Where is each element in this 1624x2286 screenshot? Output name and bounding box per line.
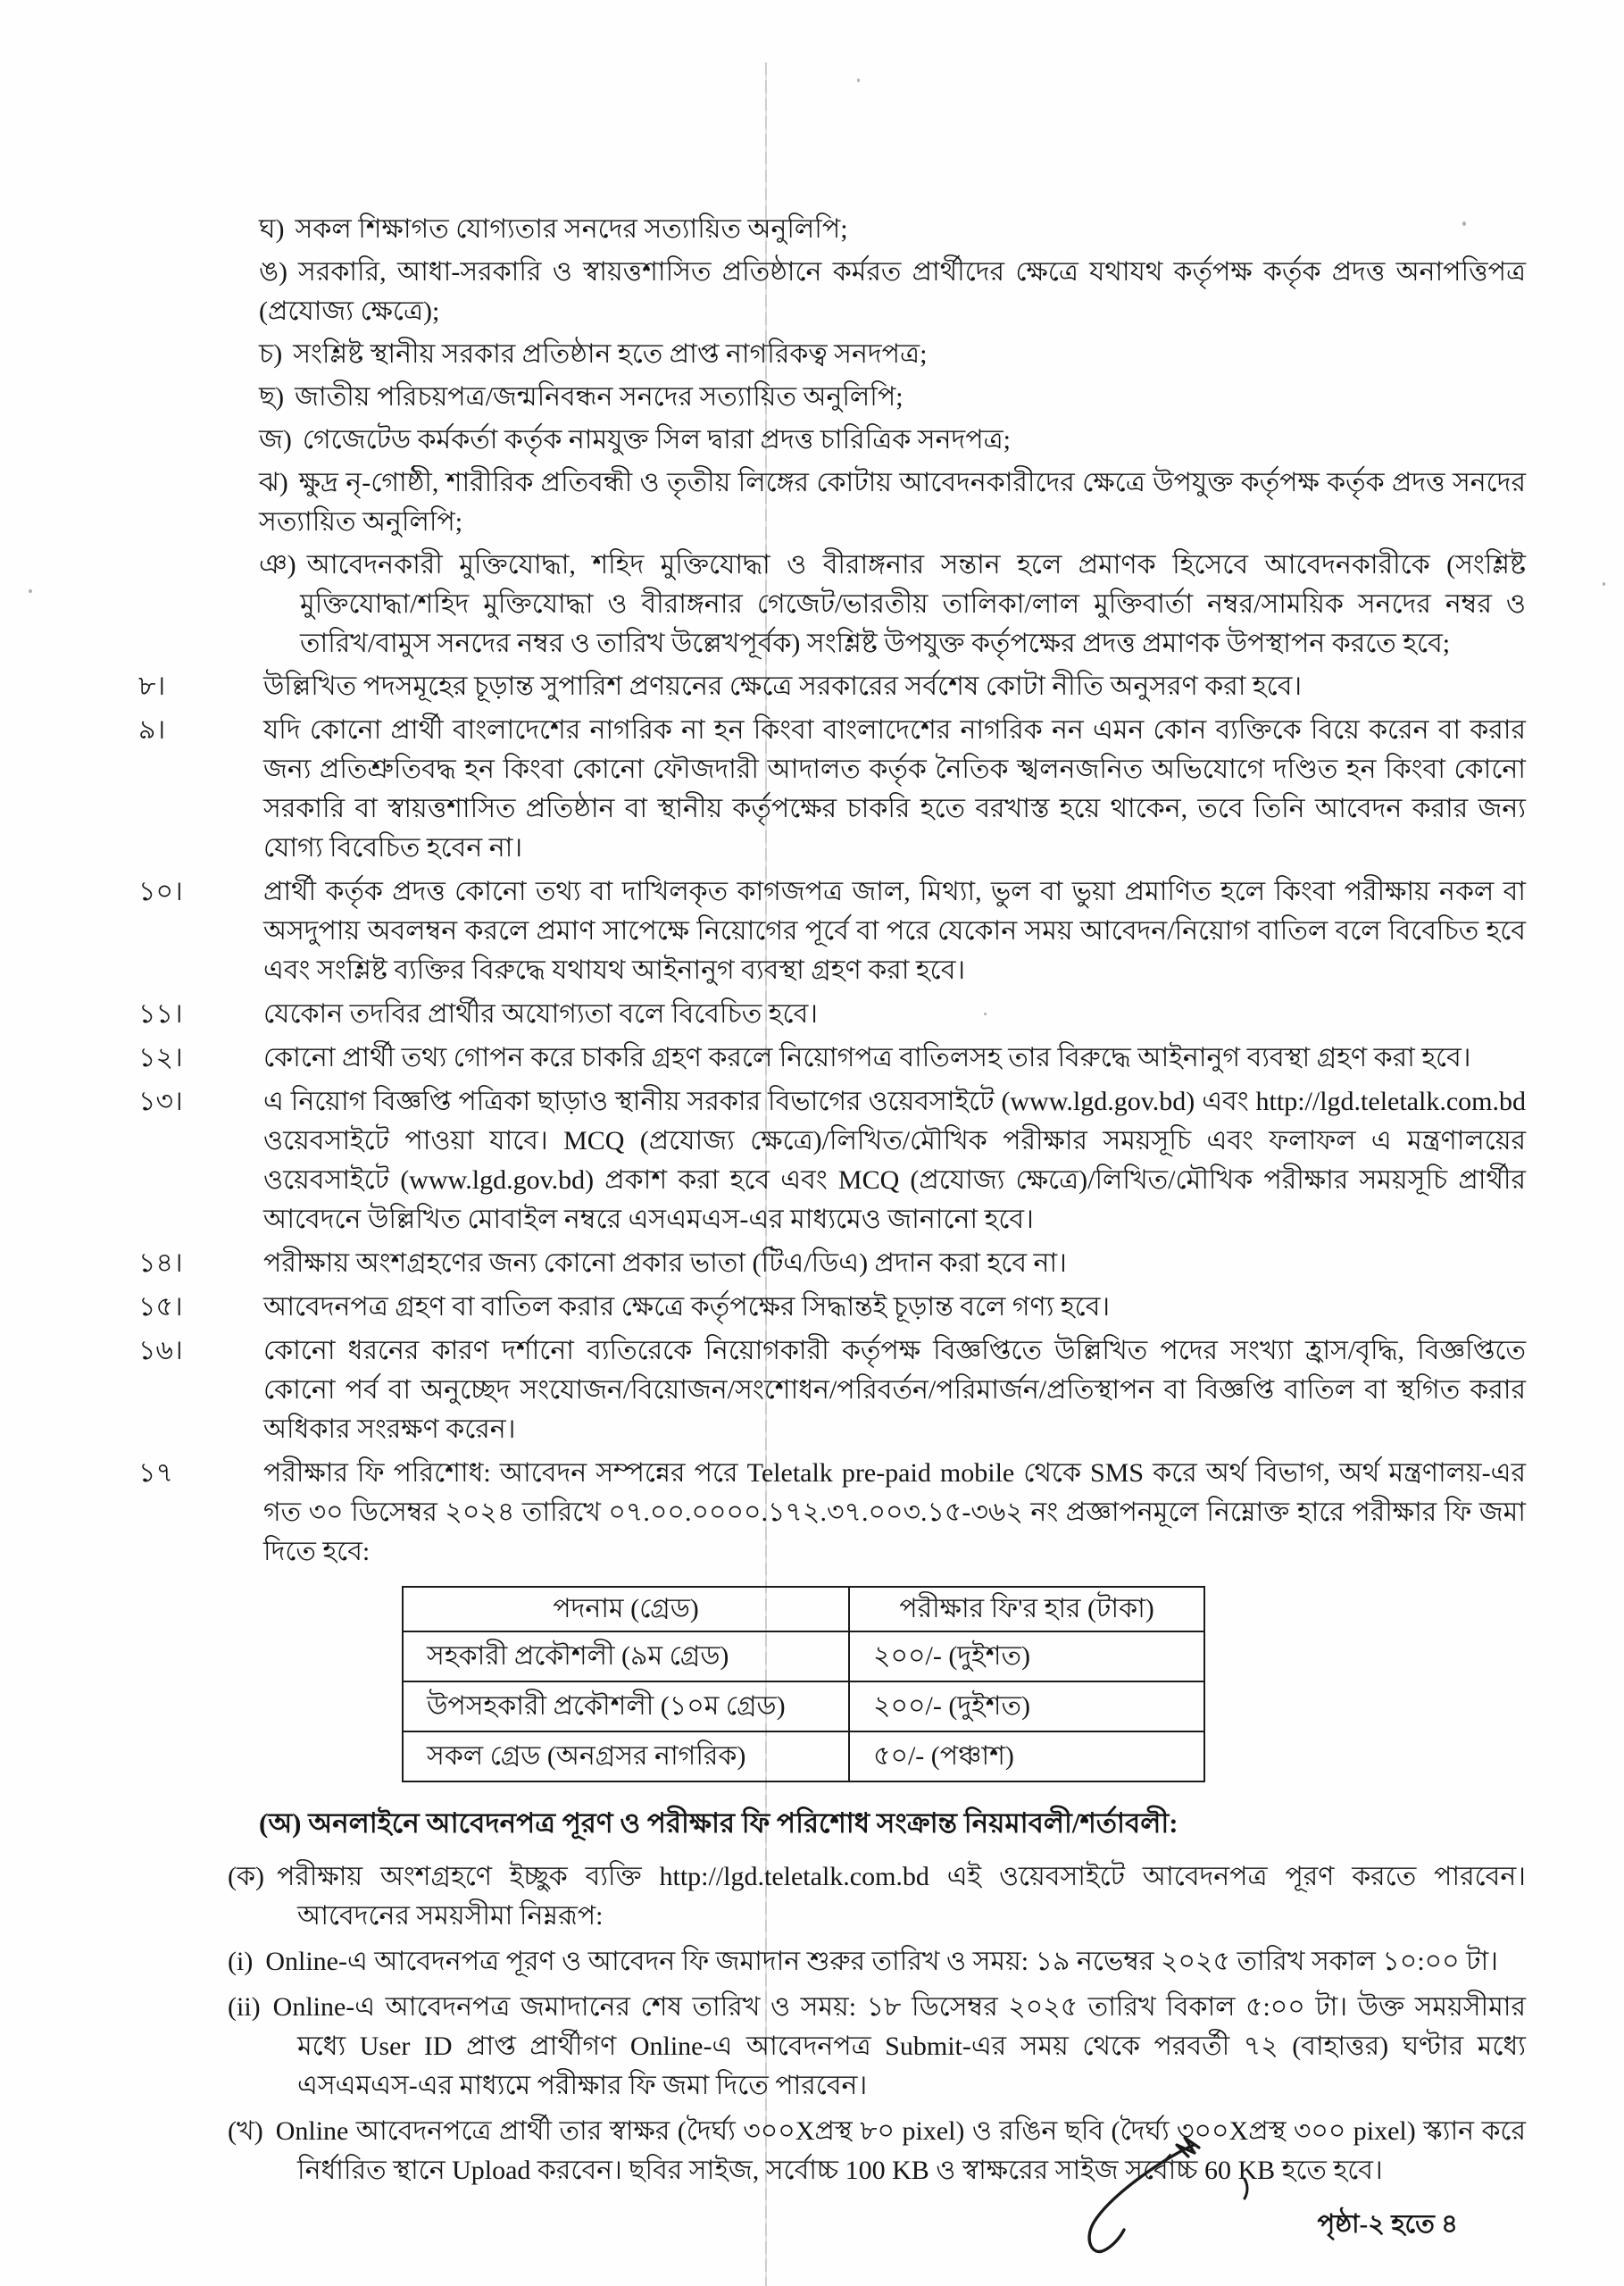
lettered-item — [259, 335, 1526, 374]
numbered-item-text: পরীক্ষার ফি পরিশোধ: আবেদন সম্পন্নের পরে Teletalk pre-paid mobile থেকে SMS করে অর্থ বিভাগ, অর্থ মন্ত্রণালয়-এর গত ৩০ ডিসেম্বর ২০২৪ তারিখে ০৭.০০.০০০০.১৭২.৩৭.০০৩.১৫-৩৬২ নং প্রজ্ঞাপনমূলে নিম্নোক্ত হারে পরীক্ষার ফি জমা দিতে হবে: — [263, 1458, 1526, 1566]
numbered-item-text: যদি কোনো প্রার্থী বাংলাদেশের নাগরিক না হন কিংবা বাংলাদেশের নাগরিক নন এমন কোন ব্যক্তিকে বিয়ে করেন বা করার জন্য প্রতিশ্রুতিবদ্ধ হন কিংবা কোনো ফৌজদারী আদালত কর্তৃক নৈতিক স্খলনজনিত অভিযোগে দণ্ডিত হন কিংবা কোনো সরকারি বা স্বায়ত্তশাসিত প্রতিষ্ঠান বা স্থানীয় কর্তৃপক্ষের চাকরি হতে বরখাস্ত হয়ে থাকেন, তবে তিনি আবেদন করার জন্য যোগ্য বিবেচিত হবেন না। — [263, 715, 1526, 863]
fee-cell-amount: ২০০/- (দুইশত) — [849, 1681, 1204, 1731]
numbered-item-text: কোনো ধরনের কারণ দর্শানো ব্যতিরেকে নিয়োগকারী কর্তৃপক্ষ বিজ্ঞপ্তিতে উল্লিখিত পদের সংখ্যা হ্রাস/বৃদ্ধি, বিজ্ঞপ্তিতে কোনো পর্ব বা অনুচ্ছেদ সংযোজন/বিয়োজন/সংশোধন/পরিবর্তন/পরিমার্জন/প্রতিস্থাপন বা বিজ্ঞপ্তি বাতিল বা স্থগিত করার অধিকার সংরক্ষণ করেন। — [263, 1336, 1526, 1444]
fee-cell-amount: ৫০/- (পঞ্চাশ) — [849, 1731, 1204, 1781]
online-rules-item — [228, 1942, 1526, 1981]
fee-table-row — [403, 1731, 1204, 1781]
numbered-item-text: পরীক্ষায় অংশগ্রহণের জন্য কোনো প্রকার ভাতা (টিএ/ডিএ) প্রদান করা হবে না। — [263, 1248, 1067, 1278]
lettered-item — [259, 253, 1526, 331]
numbered-item-number: ৮। — [138, 672, 166, 701]
online-rules-item — [228, 2112, 1526, 2190]
fee-table — [402, 1586, 1205, 1782]
numbered-item — [138, 711, 1526, 868]
fee-table-header-post: পদনাম (গ্রেড) — [403, 1587, 849, 1631]
fee-table-header-row — [403, 1587, 1204, 1631]
online-rules-item-text: Online আবেদনপত্রে প্রার্থী তার স্বাক্ষর (দৈর্ঘ্য ৩০০Xপ্রস্থ ৮০ pixel) ও রঙিন ছবি (দৈর্ঘ্য ৩০০Xপ্রস্থ ৩০০ pixel) স্ক্যান করে নির্ধারিত স্থানে Upload করবেন। ছবির সাইজ, সর্বোচ্চ 100 KB ও স্বাক্ষরের সাইজ সর্বোচ্চ 60 KB হতে হবে। — [275, 2116, 1526, 2185]
numbered-item — [138, 1244, 1526, 1283]
lettered-item-label: ঙ) — [259, 257, 287, 287]
lettered-item-text: সরকারি, আধা-সরকারি ও স্বায়ত্তশাসিত প্রতিষ্ঠানে কর্মরত প্রার্থীদের ক্ষেত্রে যথাযথ কর্তৃপক্ষ কর্তৃক প্রদত্ত অনাপত্তিপত্র (প্রযোজ্য ক্ষেত্রে); — [259, 257, 1526, 326]
numbered-item-number: ১৪। — [138, 1248, 183, 1278]
numbered-item — [138, 1454, 1526, 1572]
online-rules-item-label: (ক) — [228, 1862, 264, 1891]
lettered-item-label: চ) — [259, 339, 283, 369]
numbered-item — [138, 872, 1526, 990]
fee-table-header-rate: পরীক্ষার ফি'র হার (টাকা) — [849, 1587, 1204, 1631]
lettered-item — [259, 463, 1526, 542]
numbered-list — [138, 667, 1526, 1572]
numbered-item-number: ১২। — [138, 1043, 183, 1072]
fee-cell-post: সকল গ্রেড (অনগ্রসর নাগরিক) — [403, 1731, 849, 1781]
scan-speck — [1603, 582, 1605, 586]
lettered-item-label: ঘ) — [259, 214, 285, 244]
page-footer-label: পৃষ্ঠা-২ হতে ৪ — [1317, 2210, 1458, 2239]
lettered-item — [259, 210, 1526, 249]
numbered-item-text: যেকোন তদবির প্রার্থীর অযোগ্যতা বলে বিবেচিত হবে। — [263, 999, 819, 1029]
numbered-item-text: আবেদনপত্র গ্রহণ বা বাতিল করার ক্ষেত্রে কর্তৃপক্ষের সিদ্ধান্তই চূড়ান্ত বলে গণ্য হবে। — [263, 1292, 1111, 1322]
lettered-item-text: ক্ষুদ্র নৃ-গোষ্ঠী, শারীরিক প্রতিবন্ধী ও তৃতীয় লিঙ্গের কোটায় আবেদনকারীদের ক্ষেত্রে উপযুক্ত কর্তৃপক্ষ কর্তৃক প্রদত্ত সনদের সত্যায়িত অনুলিপি; — [259, 468, 1526, 537]
document-body — [138, 210, 1526, 2197]
numbered-item — [138, 667, 1526, 706]
lettered-item — [259, 378, 1526, 417]
online-rules-item — [228, 1857, 1526, 1936]
lettered-item-label: ঞ) — [259, 550, 296, 580]
fee-table-row — [403, 1681, 1204, 1731]
numbered-item-number: ৯। — [138, 715, 166, 745]
lettered-item — [259, 421, 1526, 460]
numbered-item-number: ১৬। — [138, 1336, 183, 1365]
lettered-item-text: গেজেটেড কর্মকর্তা কর্তৃক নামযুক্ত সিল দ্বারা প্রদত্ত চারিত্রিক সনদপত্র; — [302, 425, 1011, 455]
lettered-item — [259, 546, 1526, 663]
signature-scribble — [1058, 2130, 1237, 2268]
lettered-item-text: জাতীয় পরিচয়পত্র/জন্মনিবন্ধন সনদের সত্যায়িত অনুলিপি; — [295, 382, 904, 412]
numbered-item-number: ১৭ — [138, 1458, 173, 1488]
fee-cell-post: উপসহকারী প্রকৌশলী (১০ম গ্রেড) — [403, 1681, 849, 1731]
numbered-item-text: প্রার্থী কর্তৃক প্রদত্ত কোনো তথ্য বা দাখিলকৃত কাগজপত্র জাল, মিথ্যা, ভুল বা ভুয়া প্রমাণিত হলে কিংবা পরীক্ষায় নকল বা অসদুপায় অবলম্বন করলে প্রমাণ সাপেক্ষে নিয়োগের পূর্বে বা পরে যেকোন সময় আবেদন/নিয়োগ বাতিল বলে বিবেচিত হবে এবং সংশ্লিষ্ট ব্যক্তির বিরুদ্ধে যথাযথ আইনানুগ ব্যবস্থা গ্রহণ করা হবে। — [263, 877, 1526, 985]
numbered-item-number: ১৩। — [138, 1087, 183, 1116]
numbered-item — [138, 1331, 1526, 1449]
online-rules-item-label: (i) — [228, 1947, 254, 1976]
online-rules-heading: (অ) অনলাইনে আবেদনপত্র পূরণ ও পরীক্ষার ফি পরিশোধ সংক্রান্ত নিয়মাবলী/শর্তাবলী: — [259, 1807, 1178, 1839]
numbered-item — [138, 995, 1526, 1034]
online-rules-list — [228, 1857, 1526, 2190]
numbered-item — [138, 1082, 1526, 1239]
fee-table-row — [403, 1631, 1204, 1681]
scan-speck — [29, 589, 32, 593]
numbered-item-number: ১৫। — [138, 1292, 183, 1322]
fee-cell-post: সহকারী প্রকৌশলী (৯ম গ্রেড) — [403, 1631, 849, 1681]
numbered-item — [138, 1288, 1526, 1327]
numbered-item-number: ১০। — [138, 877, 183, 906]
lettered-item-text: সংশ্লিষ্ট স্থানীয় সরকার প্রতিষ্ঠান হতে প্রাপ্ত নাগরিকত্ব সনদপত্র; — [293, 339, 928, 369]
online-rules-item — [228, 1988, 1526, 2106]
numbered-item-text: কোনো প্রার্থী তথ্য গোপন করে চাকরি গ্রহণ করলে নিয়োগপত্র বাতিলসহ তার বিরুদ্ধে আইনানুগ ব্যবস্থা গ্রহণ করা হবে। — [263, 1043, 1471, 1072]
lettered-item-label: জ) — [259, 425, 292, 455]
online-rules-item-text: পরীক্ষায় অংশগ্রহণে ইচ্ছুক ব্যক্তি http://lgd.teletalk.com.bd এই ওয়েবসাইটে আবেদনপত্র পূরণ করতে পারবেন। আবেদনের সময়সীমা নিম্নরূপ: — [276, 1862, 1526, 1931]
lettered-list — [259, 210, 1526, 663]
numbered-item-number: ১১। — [138, 999, 183, 1029]
online-rules-item-text: Online-এ আবেদনপত্র পূরণ ও আবেদন ফি জমাদান শুরুর তারিখ ও সময়: ১৯ নভেম্বর ২০২৫ তারিখ সকাল ১০:০০ টা। — [265, 1947, 1498, 1976]
online-rules-item-label: (খ) — [228, 2116, 263, 2146]
numbered-item-text: এ নিয়োগ বিজ্ঞপ্তি পত্রিকা ছাড়াও স্থানীয় সরকার বিভাগের ওয়েবসাইটে (www.lgd.gov.bd) এবং http://lgd.teletalk.com.bd ওয়েবসাইটে পাওয়া যাবে। MCQ (প্রযোজ্য ক্ষেত্রে)/লিখিত/মৌখিক পরীক্ষার সময়সূচি এবং ফলাফল এ মন্ত্রণালয়ের ওয়েবসাইটে (www.lgd.gov.bd) প্রকাশ করা হবে এবং MCQ (প্রযোজ্য ক্ষেত্রে)/লিখিত/মৌখিক পরীক্ষার সময়সূচি প্রার্থীর আবেদনে উল্লিখিত মোবাইল নম্বরে এসএমএস-এর মাধ্যমেও জানানো হবে। — [263, 1087, 1526, 1234]
lettered-item-text: আবেদনকারী মুক্তিযোদ্ধা, শহিদ মুক্তিযোদ্ধা ও বীরাঙ্গনার সন্তান হলে প্রমাণক হিসেবে আবেদনকারীকে (সংশ্লিষ্ট মুক্তিযোদ্ধা/শহিদ মুক্তিযোদ্ধা ও বীরাঙ্গনার গেজেট/ভারতীয় তালিকা/লাল মুক্তিবার্তা নম্বর/সাময়িক সনদের নম্বর ও তারিখ/বামুস সনদের নম্বর ও তারিখ উল্লেখপূর্বক) সংশ্লিষ্ট উপযুক্ত কর্তৃপক্ষের প্রদত্ত প্রমাণক উপস্থাপন করতে হবে; — [300, 550, 1526, 658]
lettered-item-text: সকল শিক্ষাগত যোগ্যতার সনদের সত্যায়িত অনুলিপি; — [295, 214, 848, 244]
ink-tick-mark — [1241, 2177, 1253, 2205]
online-rules-item-label: (ii) — [228, 1992, 261, 2022]
scan-speck — [857, 79, 860, 82]
lettered-item-label: ঝ) — [259, 468, 288, 497]
numbered-item — [138, 1039, 1526, 1078]
fee-cell-amount: ২০০/- (দুইশত) — [849, 1631, 1204, 1681]
lettered-item-label: ছ) — [259, 382, 285, 412]
numbered-item-text: উল্লিখিত পদসমূহের চূড়ান্ত সুপারিশ প্রণয়নের ক্ষেত্রে সরকারের সর্বশেষ কোটা নীতি অনুসরণ করা হবে। — [263, 672, 1303, 701]
online-rules-item-text: Online-এ আবেদনপত্র জমাদানের শেষ তারিখ ও সময়: ১৮ ডিসেম্বর ২০২৫ তারিখ বিকাল ৫:০০ টা। উক্ত সময়সীমার মধ্যে User ID প্রাপ্ত প্রার্থীগণ Online-এ আবেদনপত্র Submit-এর সময় থেকে পরবর্তী ৭২ (বাহাত্তর) ঘণ্টার মধ্যে এসএমএস-এর মাধ্যমে পরীক্ষার ফি জমা দিতে পারবেন। — [272, 1992, 1526, 2100]
